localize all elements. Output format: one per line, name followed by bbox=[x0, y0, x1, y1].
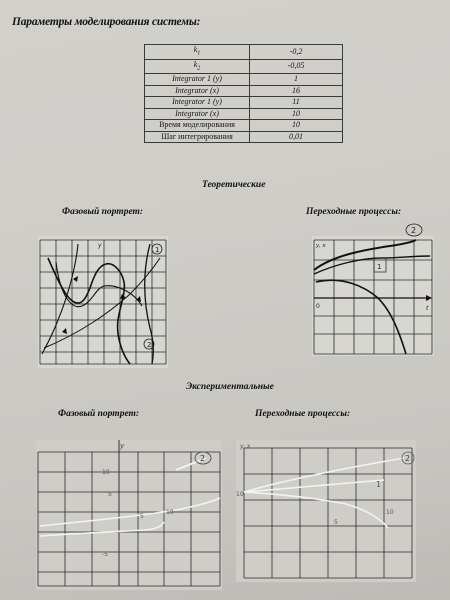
tick-label-10: 10 bbox=[236, 491, 244, 498]
curve-2-label: 2 bbox=[411, 226, 417, 235]
param-value: 10 bbox=[250, 120, 343, 132]
parameters-table bbox=[144, 44, 343, 143]
plot-background bbox=[312, 236, 434, 356]
axis-y-label: y bbox=[120, 442, 125, 450]
table-row bbox=[145, 97, 343, 109]
table-row bbox=[145, 120, 343, 132]
axis-y-label: y, x bbox=[240, 443, 251, 450]
section-title-experimental: Экспериментальные bbox=[186, 382, 274, 392]
param-name: $k_2$ bbox=[145, 59, 250, 74]
tick-label-minus5: -5 bbox=[102, 551, 108, 558]
table-row bbox=[145, 108, 343, 120]
experimental-transient-label: Переходные процессы: bbox=[255, 409, 351, 419]
param-name: Шаг интегрирования bbox=[145, 131, 250, 143]
experimental-transient-plot bbox=[236, 440, 416, 582]
curve-1-label: 1 bbox=[155, 246, 160, 254]
param-value: 1 bbox=[250, 74, 343, 86]
origin-label: 0 bbox=[316, 303, 320, 310]
x-tick-label-10: 10 bbox=[166, 509, 174, 516]
param-name: Integrator (x) bbox=[145, 108, 250, 120]
curve-2-label: 2 bbox=[147, 341, 152, 349]
theoretical-transient-curve2-marker bbox=[404, 221, 424, 239]
table-row bbox=[145, 85, 343, 97]
curve-2-label: 2 bbox=[200, 454, 206, 463]
experimental-phase-label: Фазовый портрет: bbox=[58, 409, 140, 419]
theoretical-transient-plot bbox=[312, 236, 434, 356]
x-tick-label-10: 10 bbox=[386, 509, 394, 516]
param-name: Integrator 1 (y) bbox=[145, 74, 250, 86]
tick-label-5: 5 bbox=[108, 491, 112, 498]
param-value: -0,05 bbox=[250, 59, 343, 74]
curve-1-label: 1 bbox=[376, 480, 382, 489]
param-value: 10 bbox=[250, 108, 343, 120]
param-name: Integrator 1 (y) bbox=[145, 97, 250, 109]
table-row bbox=[145, 45, 343, 60]
param-value: 16 bbox=[250, 85, 343, 97]
x-tick-label-5: 5 bbox=[140, 513, 144, 520]
axis-t-label: t bbox=[426, 305, 429, 312]
table-row bbox=[145, 131, 343, 143]
axis-y-label: y bbox=[98, 242, 102, 249]
param-value: 11 bbox=[250, 97, 343, 109]
table-row bbox=[145, 74, 343, 86]
axis-y-label: y, x bbox=[316, 243, 326, 249]
experimental-phase-portrait bbox=[36, 440, 222, 590]
table-row bbox=[145, 59, 343, 74]
theoretical-phase-label: Фазовый портрет: bbox=[62, 207, 144, 217]
param-name: Время моделирования bbox=[145, 120, 250, 132]
page-heading: Параметры моделирования системы: bbox=[12, 16, 201, 28]
param-name: $k_1$ bbox=[145, 45, 250, 60]
curve-2-label: 2 bbox=[405, 454, 411, 463]
theoretical-transient-label: Переходные процессы: bbox=[306, 207, 402, 217]
section-title-theoretical: Теоретические bbox=[202, 180, 266, 190]
tick-label-10: 10 bbox=[102, 469, 110, 476]
param-name: Integrator (x) bbox=[145, 85, 250, 97]
curve-1-label: 1 bbox=[377, 263, 382, 271]
param-value: -0,2 bbox=[250, 45, 343, 60]
param-value: 0,01 bbox=[250, 131, 343, 143]
x-tick-label-5: 5 bbox=[334, 519, 338, 526]
theoretical-phase-portrait bbox=[38, 236, 168, 368]
